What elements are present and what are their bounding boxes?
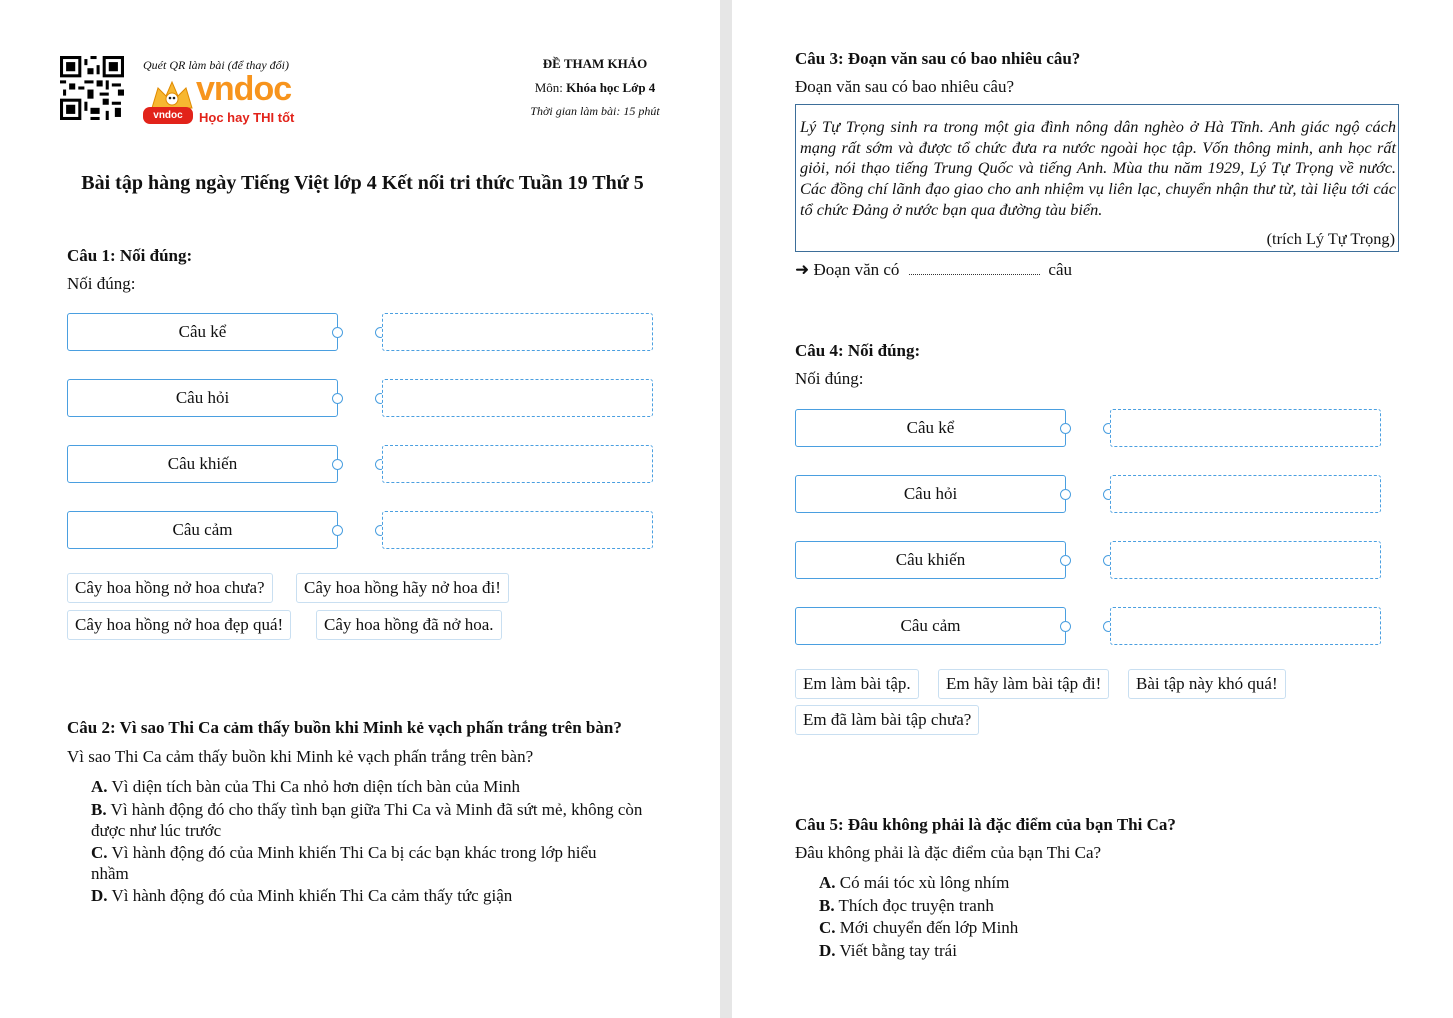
answer-letter: D. [819,941,836,960]
q1-drop-slot[interactable] [382,379,653,417]
q5-answer-d[interactable] [819,940,957,961]
connector-dot[interactable] [332,327,343,338]
page-left [0,0,720,1018]
q1-option-chip[interactable]: Cây hoa hồng nở hoa chưa? [67,573,273,603]
q2-title: Câu 2: Vì sao Thi Ca cảm thấy buồn khi Minh kẻ vạch phấn trắng trên bàn? [67,718,622,737]
q1-option-chip[interactable]: Cây hoa hồng hãy nở hoa đi! [296,573,509,603]
q3-answer-blank[interactable] [909,261,1040,275]
subject-value: Khóa học Lớp 4 [566,80,656,95]
q5-answer-a[interactable] [819,872,1009,893]
subject-label: Môn: [534,80,563,95]
q3-passage-text: Lý Tự Trọng sinh ra trong một gia đình nông dân nghèo ở Hà Tĩnh. Anh giác ngộ cách mạng rất sớm và được tổ chức đưa ra nước ngoài học tập. Vốn thông minh, anh học rất giỏi, nói thạo tiếng Trung Quốc và tiếng Anh. Mùa thu năm 1929, Lý Tự Trọng về nước. Các đồng chí lãnh đạo giao cho anh nhiệm vụ liên lạc, chuyển nhận thư từ, tài liệu tới các tổ chức Đảng ở nước bạn qua đường tàu biển. [800,117,1396,219]
q4-drop-slot[interactable] [1110,409,1381,447]
q1-drop-slot[interactable] [382,445,653,483]
vndoc-logo-text[interactable]: vndoc [196,70,292,108]
q4-prompt: Nối đúng: [795,369,864,388]
q1-left-item[interactable]: Câu khiến [67,445,338,483]
answer-letter: B. [819,896,835,915]
q4-left-item[interactable]: Câu hỏi [795,475,1066,513]
q2-answer-b[interactable] [91,799,651,841]
answer-letter: C. [819,918,836,937]
q4-title: Câu 4: Nối đúng: [795,341,921,360]
connector-dot[interactable] [1060,555,1071,566]
q5-answer-c[interactable] [819,917,1018,938]
q5-title: Câu 5: Đâu không phải là đặc điểm của bạn Thi Ca? [795,815,1176,834]
page-right [732,0,1453,1018]
answer-text: Mới chuyển đến lớp Minh [839,918,1019,937]
exam-kind: ĐỀ THAM KHẢO [542,56,648,71]
arrow-right-icon: ➜ [795,260,810,279]
connector-dot[interactable] [332,393,343,404]
q4-drop-slot[interactable] [1110,607,1381,645]
q1-option-chip[interactable]: Cây hoa hồng đã nở hoa. [316,610,502,640]
q2-answer-a[interactable] [91,776,651,797]
answer-text: Viết bằng tay trái [839,941,957,960]
answer-text: Thích đọc truyện tranh [838,896,994,915]
vndoc-tagline: Học hay THI tốt [199,110,295,125]
q1-left-item[interactable]: Câu kể [67,313,338,351]
answer-letter: D. [91,886,108,905]
q1-drop-slot[interactable] [382,511,653,549]
answer-text: Vì hành động đó của Minh khiến Thi Ca cảm thấy tức giận [111,886,513,905]
q3-title: Câu 3: Đoạn văn sau có bao nhiêu câu? [795,49,1081,68]
connector-dot[interactable] [332,459,343,470]
q3-passage-box [795,104,1399,252]
q4-option-chip[interactable]: Em đã làm bài tập chưa? [795,705,979,735]
answer-text: Vì hành động đó cho thấy tình bạn giữa Thi Ca và Minh đã sứt mẻ, không còn được như lúc trước [91,800,643,840]
q1-prompt: Nối đúng: [67,274,136,293]
q4-drop-slot[interactable] [1110,475,1381,513]
q1-left-item[interactable]: Câu cảm [67,511,338,549]
vndoc-mascot-icon [148,80,196,110]
q4-option-chip[interactable]: Bài tập này khó quá! [1128,669,1286,699]
answer-text: Vì hành động đó của Minh khiến Thi Ca bị các bạn khác trong lớp hiểu nhầm [91,843,597,883]
qr-caption: Quét QR làm bài (để thay đổi) [143,58,289,72]
q1-option-chip[interactable]: Cây hoa hồng nở hoa đẹp quá! [67,610,291,640]
connector-dot[interactable] [332,525,343,536]
q4-left-item[interactable]: Câu cảm [795,607,1066,645]
answer-text: Vì diện tích bàn của Thi Ca nhỏ hơn diện tích bàn của Minh [111,777,521,796]
vndoc-badge: vndoc [143,107,193,124]
q2-answer-c[interactable] [91,842,636,884]
exam-subject [500,80,690,96]
q1-drop-slot[interactable] [382,313,653,351]
answer-letter: A. [819,873,836,892]
q2-answer-d[interactable] [91,885,651,906]
q4-option-chip[interactable]: Em hãy làm bài tập đi! [938,669,1109,699]
q4-left-item[interactable]: Câu kể [795,409,1066,447]
q3-passage-source: (trích Lý Tự Trọng) [1266,229,1395,248]
document-title: Bài tập hàng ngày Tiếng Việt lớp 4 Kết nối tri thức Tuần 19 Thứ 5 [81,172,644,194]
answer-letter: A. [91,777,108,796]
answer-letter: B. [91,800,107,819]
q4-drop-slot[interactable] [1110,541,1381,579]
connector-dot[interactable] [1060,621,1071,632]
q1-left-item[interactable]: Câu hỏi [67,379,338,417]
q3-prompt: Đoạn văn sau có bao nhiêu câu? [795,77,1015,96]
q1-title: Câu 1: Nối đúng: [67,246,193,265]
q3-answer-prefix: Đoạn văn có [813,260,900,279]
exam-time: Thời gian làm bài: 15 phút [530,104,660,118]
q5-prompt: Đâu không phải là đặc điểm của bạn Thi Ca? [795,843,1102,862]
answer-text: Có mái tóc xù lông nhím [839,873,1010,892]
q4-option-chip[interactable]: Em làm bài tập. [795,669,919,699]
qr-code-icon[interactable] [60,56,124,120]
q4-left-item[interactable]: Câu khiến [795,541,1066,579]
q3-answer-suffix: câu [1048,260,1073,279]
answer-letter: C. [91,843,108,862]
connector-dot[interactable] [1060,423,1071,434]
connector-dot[interactable] [1060,489,1071,500]
q3-answer-line [795,260,1072,280]
q5-answer-b[interactable] [819,895,994,916]
q2-prompt: Vì sao Thi Ca cảm thấy buồn khi Minh kẻ vạch phấn trắng trên bàn? [67,747,534,766]
